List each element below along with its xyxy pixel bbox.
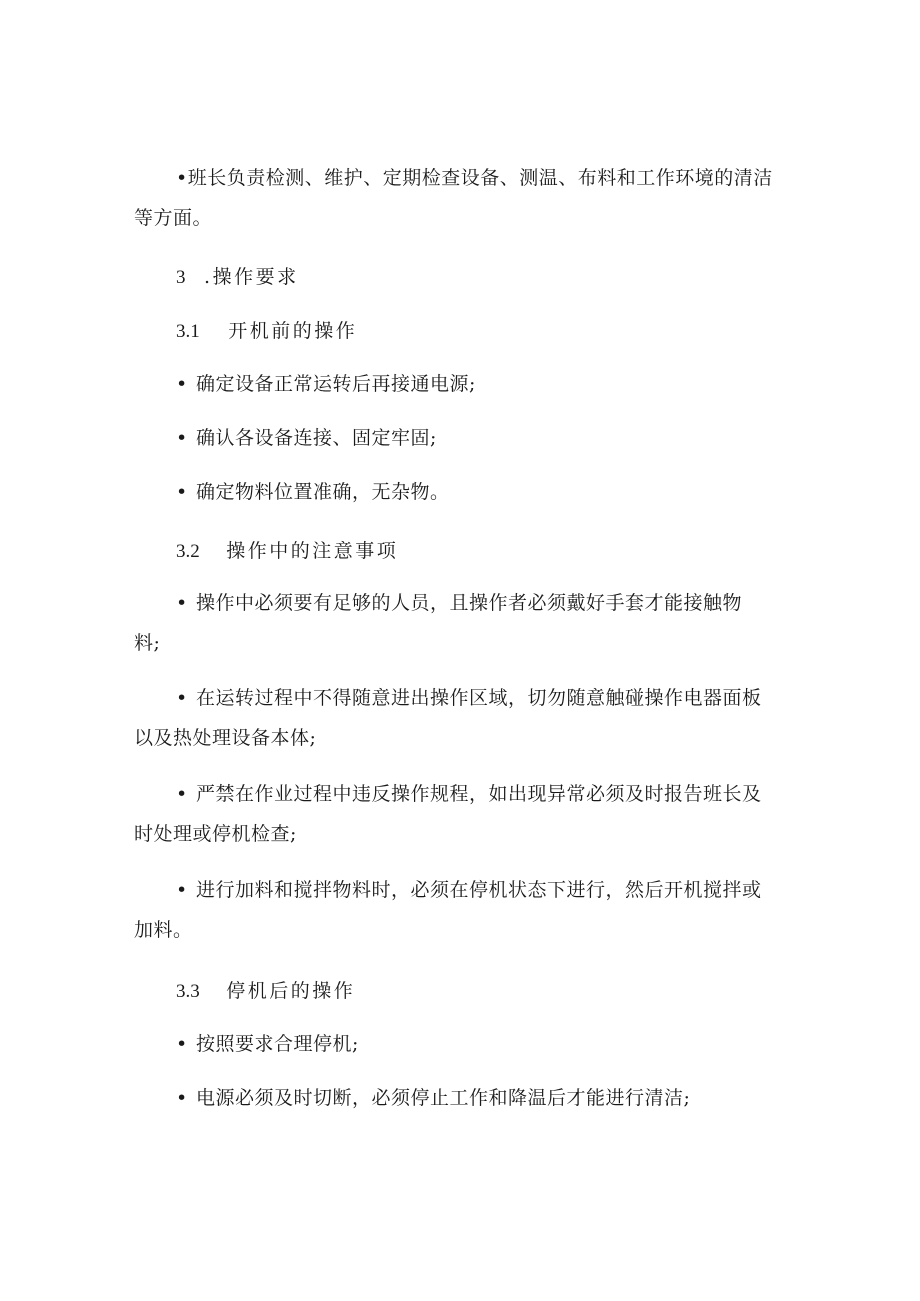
list-item: 确定设备正常运转后再接通电源; (196, 373, 476, 395)
section-3-1-heading (176, 319, 357, 344)
bullet-icon: • (176, 1033, 188, 1055)
list-item-line-1: 严禁在作业过程中违反操作规程，如出现异常必须及时报告班长及 (196, 783, 762, 805)
bullet-icon: • (176, 783, 188, 805)
section-3-2-number: 3.2 (176, 541, 200, 562)
section-3-1-number: 3.1 (176, 321, 200, 342)
section-3-2-title: 操作中的注意事项 (226, 540, 399, 562)
bullet-icon: • (176, 427, 188, 449)
list-item-line-1: 进行加料和搅拌物料时，必须在停机状态下进行，然后开机搅拌或 (196, 879, 762, 901)
section-3-number: 3 (176, 267, 186, 288)
list-item-line-2: 时处理或停机检查; (134, 823, 297, 845)
list-item: 确定物料位置准确，无杂物。 (196, 481, 450, 503)
bullet-icon: • (176, 592, 188, 614)
list-item-line-2: 以及热处理设备本体; (134, 727, 317, 749)
section-3-1-title: 开机前的操作 (228, 320, 358, 342)
section-3-3-title: 停机后的操作 (226, 980, 356, 1002)
list-item-line-2: 加料。 (134, 919, 193, 941)
list-item: 确认各设备连接、固定牢固; (196, 427, 437, 449)
section-3-2-heading (176, 539, 398, 564)
list-item: 电源必须及时切断，必须停止工作和降温后才能进行清洁; (196, 1087, 691, 1109)
intro-line-2: 等方面。 (134, 207, 213, 229)
bullet-icon: • (176, 687, 188, 709)
bullet-icon: • (176, 481, 188, 503)
section-3-title: .操作要求 (204, 266, 299, 288)
bullet-icon: • (176, 373, 188, 395)
list-item: 按照要求合理停机; (196, 1033, 359, 1055)
bullet-icon: • (176, 879, 188, 901)
bullet-icon: • (176, 1087, 188, 1109)
section-3-3-number: 3.3 (176, 981, 200, 1002)
list-item-line-1: 操作中必须要有足够的人员，且操作者必须戴好手套才能接触物 (196, 592, 743, 614)
list-item-line-2: 料; (134, 632, 161, 654)
list-item-line-1: 在运转过程中不得随意进出操作区域，切勿随意触碰操作电器面板 (196, 687, 762, 709)
section-3-3-heading (176, 979, 355, 1004)
intro-line-1: •班长负责检测、维护、定期检查设备、测温、布料和工作环境的清洁 (176, 167, 773, 189)
section-3-heading (176, 265, 299, 290)
